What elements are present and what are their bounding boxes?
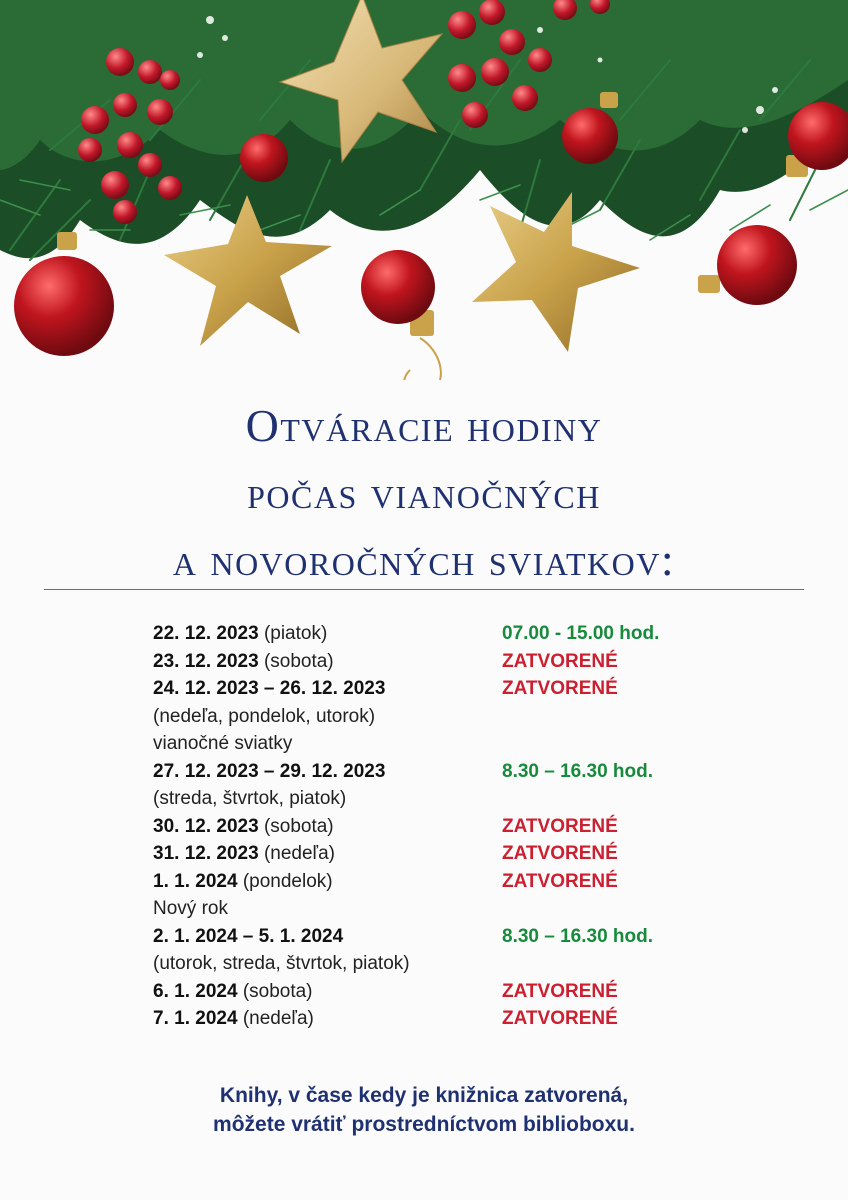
schedule-status: ZATVORENÉ (502, 843, 618, 864)
schedule-date: 30. 12. 2023 (153, 815, 259, 837)
schedule-date: 24. 12. 2023 – 26. 12. 2023 (153, 678, 386, 699)
schedule-row (153, 1005, 713, 1033)
schedule-day: (utorok, streda, štvrtok, piatok) (153, 953, 410, 974)
page-title (0, 392, 848, 593)
schedule-row (153, 840, 713, 868)
schedule-row (153, 950, 713, 978)
schedule-row (153, 703, 713, 731)
schedule-date: 1. 1. 2024 (153, 870, 238, 892)
title-line-2: počas vianočných (247, 467, 601, 518)
schedule-status: ZATVORENÉ (502, 650, 618, 672)
schedule-day: (nedeľa, pondelok, utorok) (153, 705, 376, 727)
schedule-status: ZATVORENÉ (502, 870, 618, 892)
schedule-row (153, 868, 713, 896)
schedule-date: 2. 1. 2024 – 5. 1. 2024 (153, 925, 344, 947)
schedule-row (153, 730, 713, 758)
opening-hours-schedule (153, 620, 713, 1033)
schedule-status: 8.30 – 16.30 hod. (502, 925, 654, 947)
schedule-date: 23. 12. 2023 (153, 650, 259, 672)
schedule-date: 31. 12. 2023 (153, 843, 259, 864)
schedule-day: (nedeľa) (242, 1008, 314, 1029)
schedule-row (153, 648, 713, 676)
schedule-row (153, 785, 713, 813)
christmas-decoration (0, 0, 848, 380)
schedule-date: 22. 12. 2023 (153, 623, 259, 644)
schedule-row (153, 675, 713, 703)
schedule-day: (piatok) (263, 623, 328, 644)
schedule-row (153, 620, 713, 648)
schedule-day: (sobota) (242, 980, 313, 1002)
title-line-3: a novoročných sviatkov: (172, 534, 676, 585)
schedule-status: ZATVORENÉ (502, 980, 618, 1002)
schedule-row (153, 978, 713, 1006)
schedule-day: (sobota) (263, 650, 334, 672)
schedule-status: 07.00 - 15.00 hod. (502, 623, 660, 644)
schedule-row (153, 813, 713, 841)
divider (44, 589, 804, 590)
schedule-day: (pondelok) (242, 870, 333, 892)
schedule-status: 8.30 – 16.30 hod. (502, 760, 654, 782)
schedule-date: 6. 1. 2024 (153, 980, 238, 1002)
schedule-row (153, 895, 713, 923)
schedule-status: ZATVORENÉ (502, 815, 618, 837)
schedule-date: 27. 12. 2023 – 29. 12. 2023 (153, 760, 386, 782)
schedule-day: (streda, štvrtok, piatok) (153, 788, 347, 809)
schedule-row (153, 923, 713, 951)
schedule-row (153, 758, 713, 786)
bibliobox-note (0, 1081, 848, 1139)
schedule-note: Nový rok (153, 898, 228, 919)
title-line-1: Otváracie hodiny (245, 400, 603, 451)
schedule-day: (sobota) (263, 815, 334, 837)
schedule-date: 7. 1. 2024 (153, 1008, 238, 1029)
schedule-status: ZATVORENÉ (502, 678, 618, 699)
schedule-status: ZATVORENÉ (502, 1008, 618, 1029)
schedule-note: vianočné sviatky (153, 733, 293, 754)
schedule-day: (nedeľa) (263, 843, 335, 864)
footer-line-1: Knihy, v čase kedy je knižnica zatvorená, (219, 1084, 629, 1107)
footer-line-2: môžete vrátiť prostredníctvom biblioboxu. (213, 1113, 635, 1136)
